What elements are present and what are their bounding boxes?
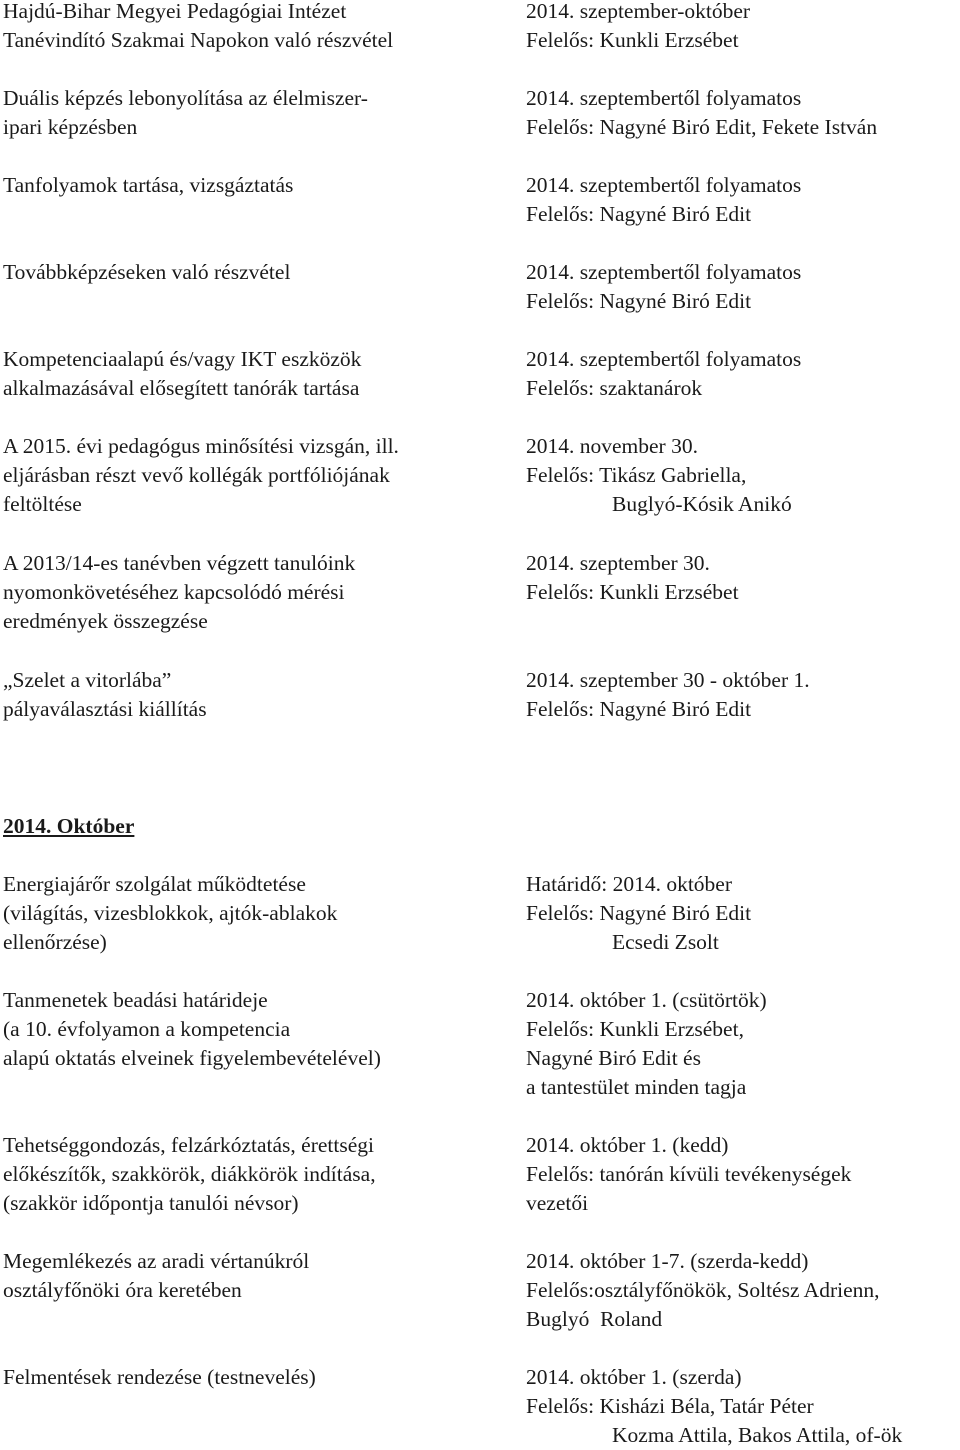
- deadline-date: Határidő: 2014. október: [526, 872, 732, 896]
- task-text-line: Tanfolyamok tartása, vizsgáztatás: [3, 173, 294, 197]
- task-text-line: Felmentések rendezése (testnevelés): [3, 1365, 316, 1389]
- task-text-line: A 2015. évi pedagógus minősítési vizsgán, ill.: [3, 434, 399, 458]
- task-description: [3, 870, 503, 957]
- deadline-date: 2014. szeptember 30.: [526, 551, 710, 575]
- task-text-line: osztályfőnöki óra keretében: [3, 1278, 242, 1302]
- task-deadline: [526, 345, 960, 403]
- deadline-date: 2014. október 1. (szerda): [526, 1365, 742, 1389]
- task-description: [3, 84, 503, 142]
- task-text-line: feltöltése: [3, 492, 82, 516]
- responsible-person: Felelős: Nagyné Biró Edit: [526, 901, 752, 925]
- responsible-person: a tantestület minden tagja: [526, 1075, 747, 1099]
- deadline-date: 2014. szeptembertől folyamatos: [526, 347, 802, 371]
- deadline-date: 2014. október 1-7. (szerda-kedd): [526, 1249, 809, 1273]
- responsible-person: Felelős: Nagyné Biró Edit: [526, 202, 752, 226]
- task-deadline: [526, 666, 960, 724]
- task-deadline: [526, 1247, 960, 1334]
- task-text-line: Tehetséggondozás, felzárkóztatás, érettségi: [3, 1133, 374, 1157]
- task-deadline: [526, 986, 960, 1102]
- deadline-date: 2014. szeptembertől folyamatos: [526, 173, 802, 197]
- responsible-person: Felelős: Nagyné Biró Edit: [526, 289, 752, 313]
- task-description: [3, 1131, 503, 1218]
- deadline-date: 2014. november 30.: [526, 434, 698, 458]
- task-description: [3, 549, 503, 636]
- deadline-date: 2014. október 1. (kedd): [526, 1133, 729, 1157]
- section-heading-october: 2014. Október: [3, 814, 135, 838]
- deadline-date: 2014. szeptember-október: [526, 0, 751, 23]
- responsible-person: Felelős:osztályfőnökök, Soltész Adrienn,: [526, 1278, 880, 1302]
- task-description: [3, 258, 503, 287]
- task-description: [3, 0, 503, 55]
- task-text-line: Duális képzés lebonyolítása az élelmiszer-: [3, 86, 368, 110]
- task-description: [3, 666, 503, 724]
- task-text-line: nyomonkövetéséhez kapcsolódó mérési: [3, 580, 345, 604]
- responsible-person: Felelős: Kisházi Béla, Tatár Péter: [526, 1394, 814, 1418]
- task-text-line: pályaválasztási kiállítás: [3, 697, 207, 721]
- task-text-line: Hajdú-Bihar Megyei Pedagógiai Intézet: [3, 0, 347, 23]
- responsible-person: Felelős: tanórán kívüli tevékenységek: [526, 1162, 852, 1186]
- task-text-line: Kompetenciaalapú és/vagy IKT eszközök: [3, 347, 362, 371]
- task-deadline: [526, 171, 960, 229]
- responsible-person: Felelős: Kunkli Erzsébet: [526, 28, 739, 52]
- task-text-line: Továbbképzéseken való részvétel: [3, 260, 291, 284]
- task-deadline: [526, 0, 960, 55]
- task-text-line: Tanévindító Szakmai Napokon való részvétel: [3, 28, 394, 52]
- deadline-date: 2014. szeptembertől folyamatos: [526, 86, 802, 110]
- responsible-person: Felelős: szaktanárok: [526, 376, 703, 400]
- task-deadline: [526, 432, 960, 519]
- task-text-line: alkalmazásával elősegített tanórák tartása: [3, 376, 360, 400]
- responsible-person: Felelős: Tikász Gabriella,: [526, 463, 747, 487]
- responsible-person: Felelős: Nagyné Biró Edit: [526, 697, 752, 721]
- task-text-line: (szakkör időpontja tanulói névsor): [3, 1191, 299, 1215]
- task-text-line: (a 10. évfolyamon a kompetencia: [3, 1017, 291, 1041]
- task-description: [3, 432, 503, 519]
- task-deadline: [526, 1131, 960, 1218]
- task-description: [3, 1363, 503, 1392]
- task-text-line: (világítás, vizesblokkok, ajtók-ablakok: [3, 901, 338, 925]
- task-text-line: előkészítők, szakkörök, diákkörök indítása,: [3, 1162, 376, 1186]
- responsible-person: Felelős: Kunkli Erzsébet,: [526, 1017, 744, 1041]
- responsible-person: vezetői: [526, 1191, 589, 1215]
- responsible-person: Ecsedi Zsolt: [612, 930, 719, 954]
- task-text-line: Tanmenetek beadási határideje: [3, 988, 268, 1012]
- responsible-person: Buglyó-Kósik Anikó: [612, 492, 792, 516]
- task-text-line: „Szelet a vitorlába”: [3, 668, 172, 692]
- task-description: [3, 345, 503, 403]
- task-deadline: [526, 84, 960, 142]
- task-deadline: [526, 549, 960, 607]
- responsible-person: Nagyné Biró Edit és: [526, 1046, 701, 1070]
- task-text-line: eljárásban részt vevő kollégák portfóliójának: [3, 463, 390, 487]
- task-text-line: alapú oktatás elveinek figyelembevételével): [3, 1046, 381, 1070]
- task-description: [3, 1247, 503, 1305]
- task-text-line: ellenőrzése): [3, 930, 107, 954]
- task-text-line: ipari képzésben: [3, 115, 138, 139]
- deadline-date: 2014. október 1. (csütörtök): [526, 988, 767, 1012]
- task-text-line: Energiajárőr szolgálat működtetése: [3, 872, 306, 896]
- responsible-person: Felelős: Nagyné Biró Edit, Fekete István: [526, 115, 878, 139]
- task-text-line: A 2013/14-es tanévben végzett tanulóink: [3, 551, 356, 575]
- task-text-line: Megemlékezés az aradi vértanúkról: [3, 1249, 310, 1273]
- task-description: [3, 171, 503, 200]
- task-deadline: [526, 1363, 960, 1450]
- task-description: [3, 986, 503, 1073]
- responsible-person: Felelős: Kunkli Erzsébet: [526, 580, 739, 604]
- task-deadline: [526, 258, 960, 316]
- task-text-line: eredmények összegzése: [3, 609, 208, 633]
- task-deadline: [526, 870, 960, 957]
- deadline-date: 2014. szeptembertől folyamatos: [526, 260, 802, 284]
- responsible-person: Buglyó Roland: [526, 1307, 663, 1331]
- responsible-person: Kozma Attila, Bakos Attila, of-ök: [612, 1423, 903, 1447]
- deadline-date: 2014. szeptember 30 - október 1.: [526, 668, 810, 692]
